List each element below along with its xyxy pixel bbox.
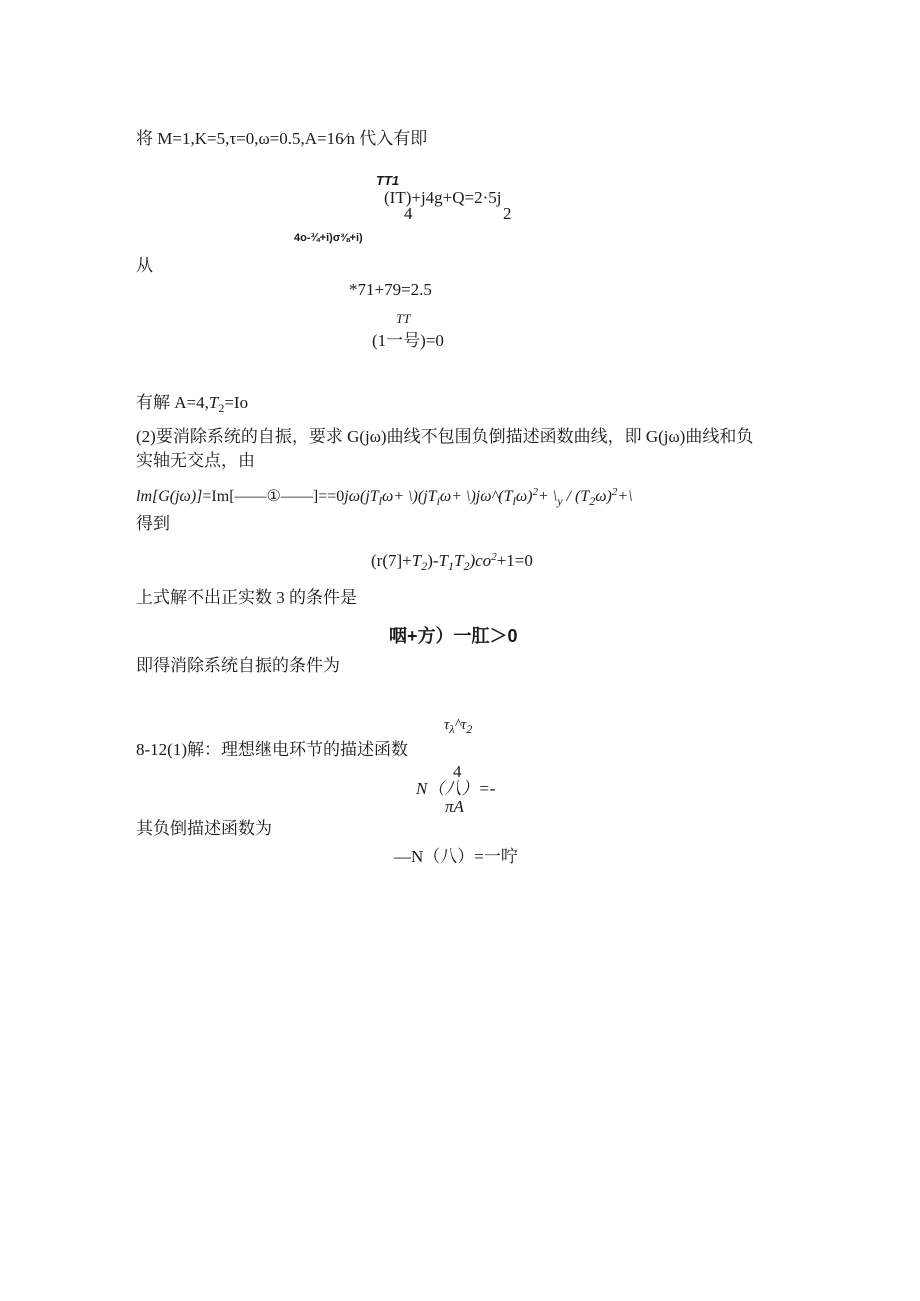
condition-zero: 0 — [507, 626, 518, 646]
imag-term1: jω(jT — [344, 488, 379, 505]
imag-term4: ω) — [515, 488, 533, 505]
solution-prefix: 有解 A=4, — [136, 393, 209, 412]
formula3-top-label: TT — [396, 311, 411, 326]
paragraph-2-line2: 实轴无交点，由 — [136, 451, 255, 470]
formula1-subline: 4o-¾+i)σ⅜+i) — [294, 232, 363, 244]
imag-lhs: lm[G(jω)] — [136, 488, 203, 505]
formula-na-numerator: 4 — [453, 762, 462, 781]
imag-term1-sub: l — [378, 494, 383, 508]
formula1-denominator-right: 2 — [503, 204, 512, 223]
text-from: 从 — [136, 256, 153, 275]
tau1: τ — [444, 717, 450, 733]
formula-tau-condition — [444, 718, 472, 735]
text-solution — [136, 394, 248, 414]
char-part-g: +1=0 — [496, 551, 533, 570]
imag-term2: ω+ \)(jT — [382, 488, 437, 505]
tau2-sub: 2 — [466, 722, 473, 736]
char-part-d: T — [438, 551, 448, 570]
imag-term2-sub: i — [436, 494, 440, 508]
char-part-e-sub: 2 — [463, 559, 470, 573]
formula-negative-inverse: —N（八）=一咛 — [394, 847, 518, 866]
text-negative-inverse: 其负倒描述函数为 — [136, 819, 272, 838]
formula1-main: (IT)+j4g+Q=2·5j — [384, 188, 502, 207]
imag-mid: =Im[——①——]==0 — [202, 488, 345, 505]
formula-characteristic — [371, 552, 533, 572]
char-part-a: (r(7]+ — [371, 551, 412, 570]
text-problem-8-12: 8-12(1)解：理想继电环节的描述函数 — [136, 740, 408, 759]
formula-na-main: N（八）=- — [416, 779, 496, 798]
imag-term8: +\ — [617, 488, 633, 505]
formula1-denominator-left: 4 — [404, 204, 413, 223]
char-part-c: )- — [427, 551, 439, 570]
imag-term6: / (T — [562, 488, 590, 505]
char-part-e: T — [454, 551, 464, 570]
formula2: *71+79=2.5 — [349, 280, 432, 299]
formula3-main: (1一号)=0 — [372, 331, 444, 350]
imag-term5: + \ — [537, 488, 558, 505]
char-part-b-sub: 2 — [421, 559, 428, 573]
text-substitution: 将 M=1,K=5,τ=0,ω=0.5,A=16∕n 代入有即 — [136, 129, 428, 148]
imag-term3-sub: l — [512, 494, 516, 508]
text-condition: 上式解不出正实数 3 的条件是 — [136, 588, 357, 607]
text-conclusion: 即得消除系统自振的条件为 — [136, 656, 340, 675]
imag-term7: ω) — [595, 488, 612, 505]
imag-term3: ω+ \)jω^(T — [439, 488, 513, 505]
text-obtain: 得到 — [136, 514, 170, 533]
formula-imag-part — [136, 487, 633, 507]
char-part-b: T — [411, 551, 422, 570]
formula-condition — [389, 627, 518, 645]
char-part-f: )co — [469, 551, 492, 570]
solution-post: =Io — [224, 393, 249, 412]
tau2: ^τ — [454, 717, 467, 733]
formula-na-denominator: πA — [445, 797, 464, 816]
imag-term4-sup: 2 — [532, 486, 538, 498]
char-part-f-sup: 2 — [491, 551, 497, 563]
condition-expr: 咽+方）一肛＞ — [389, 626, 508, 646]
imag-term7-sup: 2 — [611, 486, 618, 498]
char-part-d-sub: 1 — [448, 559, 454, 573]
solution-var: T — [208, 393, 219, 412]
tau1-sub: λ — [449, 722, 455, 736]
imag-term5-sub: y — [557, 494, 563, 508]
paragraph-2-line1: (2)要消除系统的自振，要求 G(jω)曲线不包围负倒描述函数曲线，即 G(jω)曲线和负 — [136, 427, 754, 446]
solution-var-sub: 2 — [218, 401, 225, 415]
imag-term6-sub: 2 — [589, 494, 596, 508]
formula1-top-label: TT1 — [376, 173, 400, 188]
